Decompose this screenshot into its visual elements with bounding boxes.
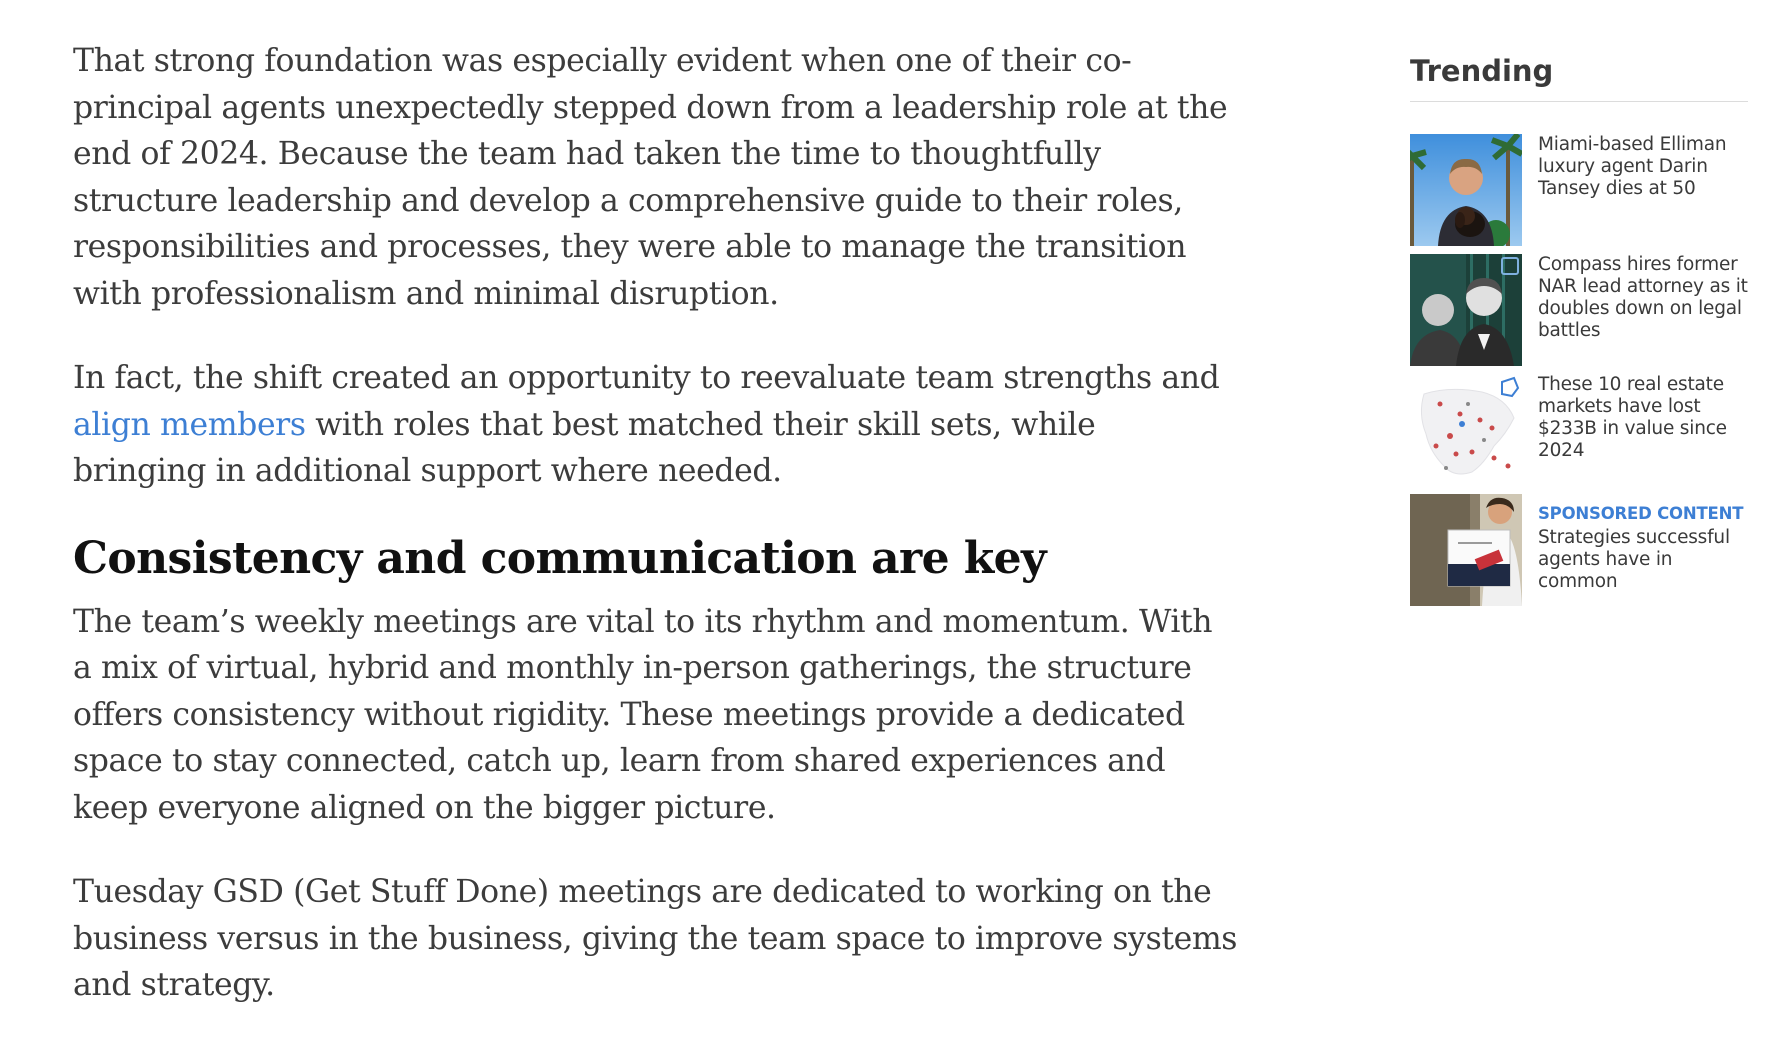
align-members-link[interactable]: align members: [73, 406, 306, 443]
trending-thumbnail[interactable]: [1410, 254, 1522, 366]
sponsored-label: SPONSORED CONTENT: [1538, 504, 1744, 523]
paragraph-text: with roles that best matched their skill sets, while bringing in additional support where needed.: [73, 406, 1096, 489]
article-paragraph: The team’s weekly meetings are vital to its rhythm and momentum. With a mix of virtual, hybrid and monthly in-person gatherings, the structure offers consistency without rigidity. These meetings provide a dedicated space to stay connected, catch up, learn from shared experiences and keep everyone aligned on the bigger picture.: [73, 603, 1213, 826]
trending-thumbnail[interactable]: [1410, 134, 1522, 246]
article-paragraph: That strong foundation was especially evident when one of their co-principal agents unexpectedly stepped down from a leadership role at the end of 2024. Because the team had taken the time to thoughtfully structure leadership and develop a comprehensive guide to their roles, responsibilities and processes, they were able to manage the transition with professionalism and minimal disruption.: [73, 43, 1228, 312]
trending-title[interactable]: These 10 real estate markets have lost $233B in value since 2024: [1538, 374, 1727, 461]
section-heading: Consistency and communication are key: [73, 532, 1046, 584]
trending-sidebar: [1410, 54, 1748, 614]
article-paragraph: [73, 355, 1238, 495]
trending-heading: Trending: [1410, 54, 1748, 102]
trending-item[interactable]: [1410, 254, 1748, 366]
trending-title[interactable]: Miami-based Elliman luxury agent Darin Tansey dies at 50: [1538, 134, 1727, 199]
trending-thumbnail[interactable]: [1410, 374, 1522, 486]
map-markers-icon: [1410, 374, 1522, 486]
article-body: [73, 38, 1238, 1047]
trending-title[interactable]: Strategies successful agents have in common: [1538, 527, 1730, 592]
trending-title[interactable]: Compass hires former NAR lead attorney as it doubles down on legal battles: [1538, 254, 1748, 341]
trending-text: [1538, 254, 1748, 342]
photo-agent-sold-sign-icon: [1410, 494, 1522, 606]
trending-text: [1538, 494, 1748, 593]
trending-text: [1538, 374, 1748, 462]
paragraph-text: In fact, the shift created an opportunity to reevaluate team strengths and: [73, 360, 1220, 396]
trending-item[interactable]: [1410, 134, 1748, 246]
trending-thumbnail[interactable]: [1410, 494, 1522, 606]
article-paragraph: Tuesday GSD (Get Stuff Done) meetings are dedicated to working on the business versus in the business, giving the team space to improve systems and strategy.: [73, 874, 1238, 1003]
trending-item[interactable]: [1410, 374, 1748, 486]
photo-man-with-dog-icon: [1410, 134, 1522, 246]
trending-item[interactable]: [1410, 494, 1748, 606]
trending-text: [1538, 134, 1748, 200]
photo-two-men-icon: [1410, 254, 1522, 366]
